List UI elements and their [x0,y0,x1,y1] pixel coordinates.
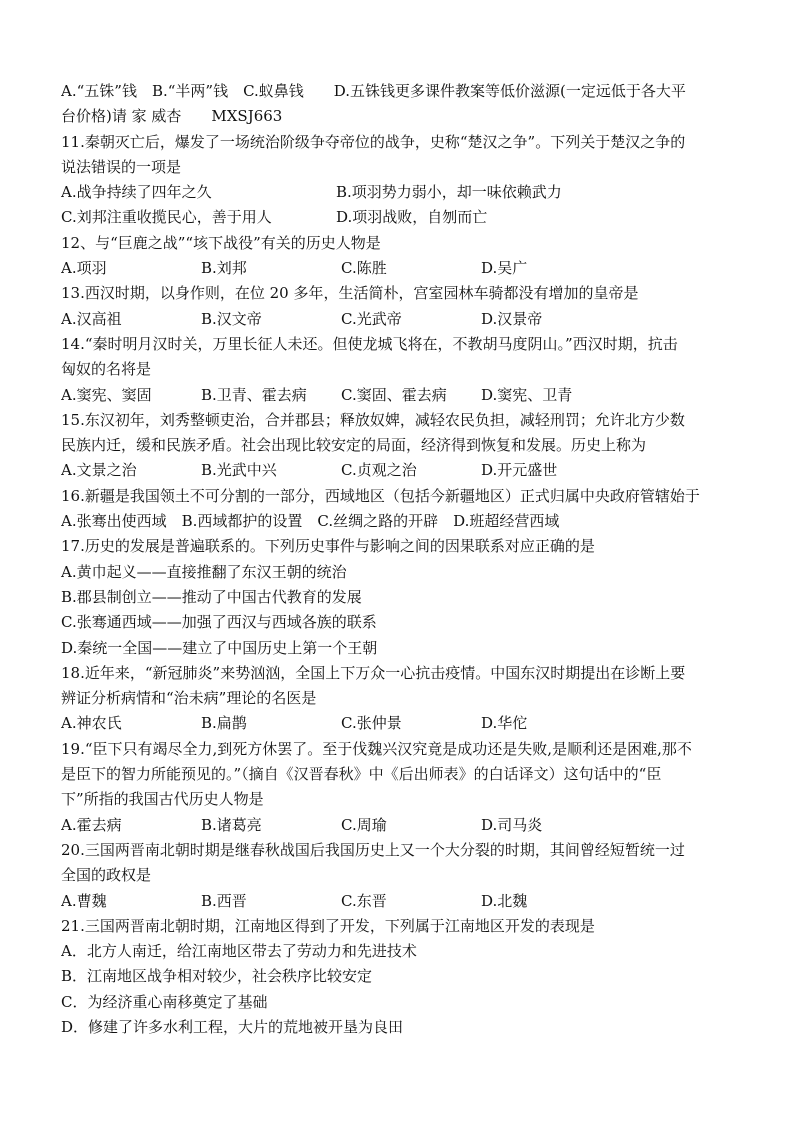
answer-option: D.开元盛世 [481,461,558,480]
text-line: 全国的政权是 [61,866,152,885]
answer-option: D.项羽战败，自刎而亡 [336,208,488,227]
answer-options-row [61,256,723,281]
text-line: 12、与“巨鹿之战”“垓下战役”有关的历史人物是 [61,233,381,252]
text-line: D．修建了许多水利工程，大片的荒地被开垦为良田 [61,1017,404,1036]
text-line: 13.西汉时期，以身作则，在位 20 多年，生活简朴，宫室园林车骑都没有增加的皇帝是 [61,284,639,303]
answer-option: C.陈胜 [341,259,387,278]
answer-option: B.项羽势力弱小，却一味依赖武力 [336,183,562,202]
answer-option: D.华佗 [481,714,528,733]
text-line: C.张骞通西域——加强了西汉与西域各族的联系 [61,613,377,632]
text-line: 18.近年来，“新冠肺炎”来势汹汹，全国上下万众一心抗击疫情。中国东汉时期提出在诊断上要 [61,663,686,682]
answer-options-row [61,813,723,838]
text-line: B.郡县制创立——推动了中国古代教育的发展 [61,587,362,606]
answer-option: A.曹魏 [61,891,107,910]
answer-options-row [61,205,723,230]
answer-option: B.卫青、霍去病 [201,385,307,404]
text-line: C．为经济重心南移奠定了基础 [61,992,268,1011]
answer-option: B.光武中兴 [201,461,277,480]
answer-option: A.战争持续了四年之久 [61,183,212,202]
answer-options-row [61,307,723,332]
text-line: 辨证分析病情和“治未病”理论的名医是 [61,689,317,708]
answer-option: D.北魏 [481,891,528,910]
answer-option: B.扁鹊 [201,714,247,733]
question-list [61,79,723,1040]
text-line: 16.新疆是我国领土不可分割的一部分，西域地区（包括今新疆地区）正式归属中央政府管辖始于 [61,486,700,505]
answer-options-row [61,383,723,408]
text-line: 是臣下的智力所能预见的。”（摘自《汉晋春秋》中《后出师表》的白话译文）这句话中的“臣 [61,765,662,784]
text-line: A．北方人南迁，给江南地区带去了劳动力和先进技术 [61,942,417,961]
text-line: A.张骞出使西域 B.西域都护的设置 C.丝绸之路的开辟 D.班超经营西域 [61,512,560,531]
text-line: A.“五铢”钱 B.“半两”钱 C.蚁鼻钱 D.五铢钱更多课件教案等低价滋源(一定远低于各大平 [61,82,686,100]
text-line: 匈奴的名将是 [61,360,152,379]
text-line: B．江南地区战争相对较少，社会秩序比较安定 [61,967,373,986]
answer-option: D.司马炎 [481,815,543,834]
answer-option: C.刘邦注重收揽民心，善于用人 [61,208,272,227]
answer-option: C.东晋 [341,891,387,910]
text-line: 19.“臣下只有竭尽全力,到死方休罢了。至于伐魏兴汉究竟是成功还是失败,是顺利还是困难,那不 [61,739,692,758]
answer-option: C.周瑜 [341,815,387,834]
text-line: 15.东汉初年，刘秀整顿吏治，合并郡县；释放奴婢，减轻农民负担，减轻刑罚；允许北方少数 [61,410,685,429]
text-line: A.黄巾起义——直接推翻了东汉王朝的统治 [61,562,347,581]
answer-option: C.光武帝 [341,309,402,328]
answer-option: D.窦宪、卫青 [481,385,573,404]
text-line: 台价格)请 家 威杏 MXSJ663 [61,107,283,126]
answer-option: C.窦固、霍去病 [341,385,447,404]
text-line: 14.“秦时明月汉时关，万里长征人未还。但使龙城飞将在，不教胡马度阴山。”西汉时期，抗击 [61,334,678,353]
text-line: 11.秦朝灭亡后，爆发了一场统治阶级争夺帝位的战争，史称“楚汉之争”。下列关于楚汉之争的 [61,132,686,151]
text-line: 20.三国两晋南北朝时期是继春秋战国后我国历史上又一个大分裂的时期，其间曾经短暂统一过 [61,840,685,859]
answer-option: A.霍去病 [61,815,122,834]
answer-option: A.文景之治 [61,461,137,480]
answer-option: D.汉景帝 [481,309,543,328]
answer-option: B.刘邦 [201,259,247,278]
text-line: 说法错误的一项是 [61,157,182,176]
answer-options-row [61,458,723,483]
text-line: D.秦统一全国——建立了中国历史上第一个王朝 [61,638,378,657]
answer-option: C.张仲景 [341,714,402,733]
answer-option: A.窦宪、窦固 [61,385,152,404]
answer-option: C.贞观之治 [341,461,417,480]
answer-options-row [61,889,723,914]
text-line: 民族内迁，缓和民族矛盾。社会出现比较安定的局面，经济得到恢复和发展。历史上称为 [61,436,647,455]
answer-option: B.西晋 [201,891,247,910]
text-line: 17.历史的发展是普遍联系的。下列历史事件与影响之间的因果联系对应正确的是 [61,537,595,556]
answer-option: D.吴广 [481,259,528,278]
answer-option: A.神农氏 [61,714,122,733]
answer-option: A.项羽 [61,259,107,278]
answer-option: A.汉高祖 [61,309,122,328]
answer-option: B.汉文帝 [201,309,262,328]
text-line: 下”所指的我国古代历史人物是 [61,790,264,809]
text-line: 21.三国两晋南北朝时期，江南地区得到了开发，下列属于江南地区开发的表现是 [61,916,595,935]
answer-options-row [61,711,723,736]
answer-option: B.诸葛亮 [201,815,262,834]
answer-options-row [61,180,723,205]
